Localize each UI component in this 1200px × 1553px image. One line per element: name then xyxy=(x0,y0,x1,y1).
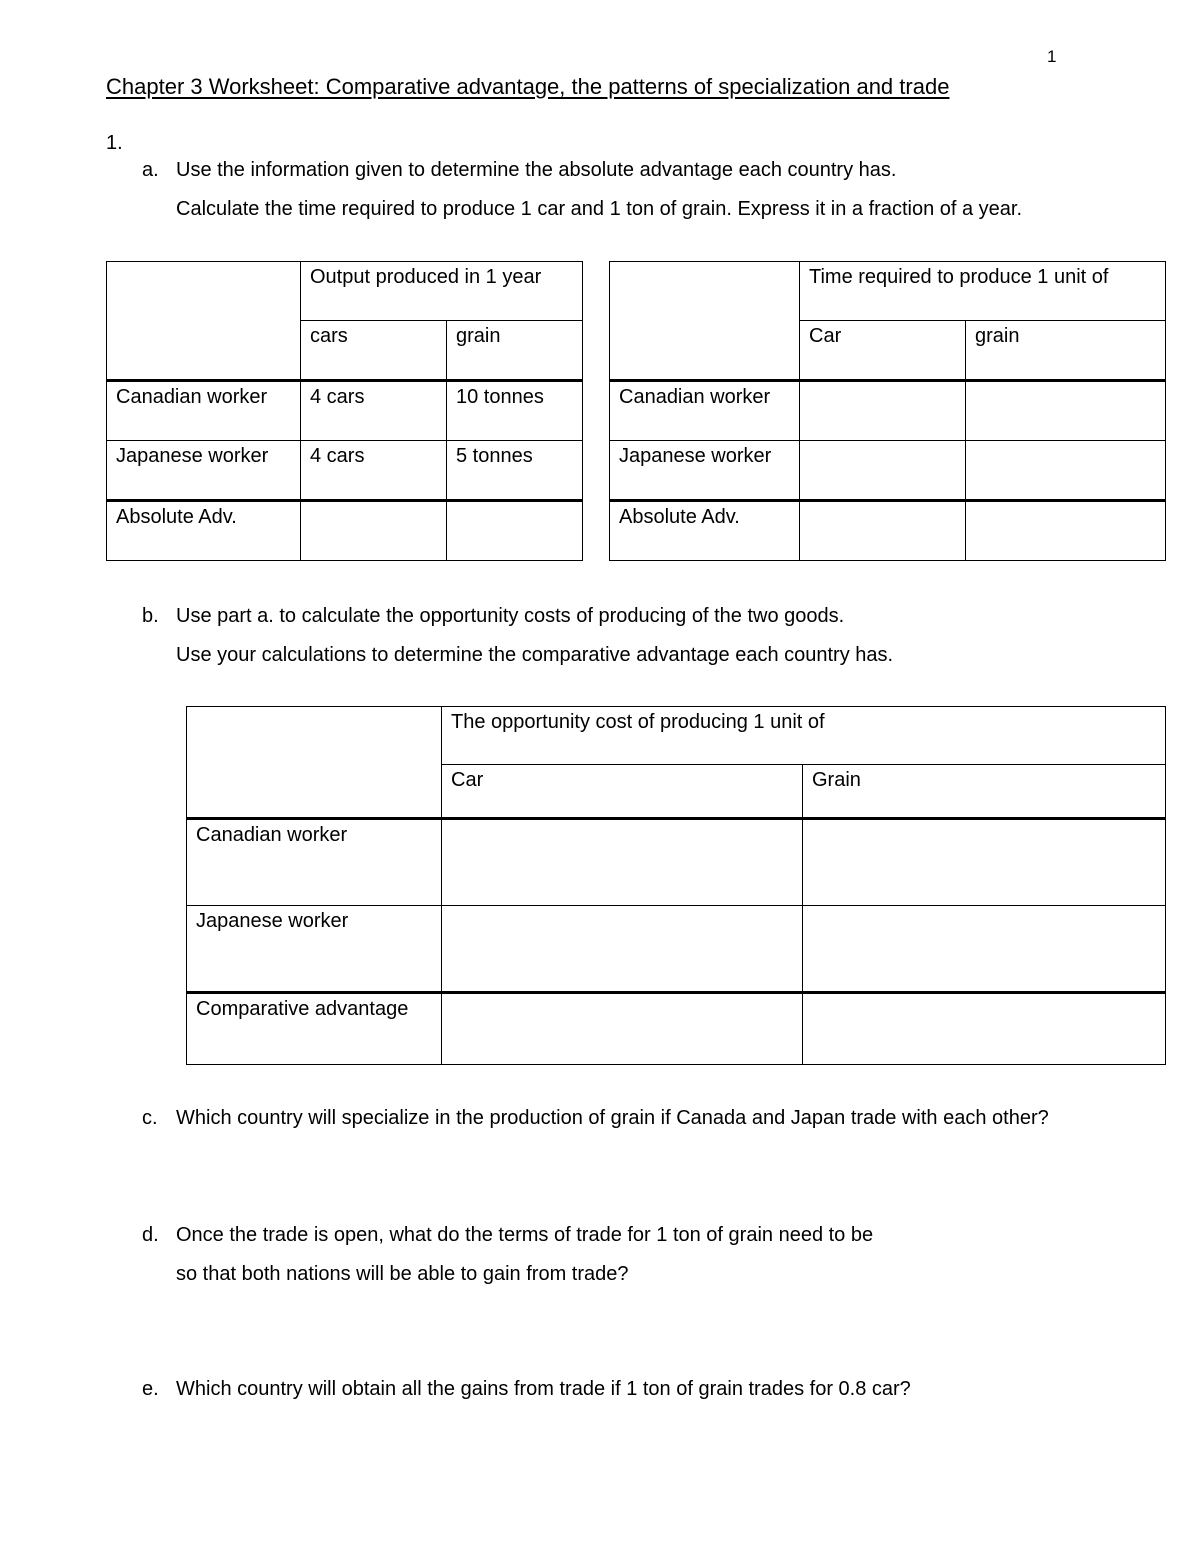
output-table xyxy=(106,261,583,561)
answer-cell xyxy=(803,906,1166,993)
cell-value: 10 tonnes xyxy=(447,381,583,441)
answer-cell xyxy=(442,819,803,906)
part-a-marker: a. xyxy=(142,159,159,181)
answer-cell xyxy=(966,501,1166,561)
answer-cell xyxy=(447,501,583,561)
answer-cell xyxy=(800,381,966,441)
row-label: Japanese worker xyxy=(107,441,301,501)
row-label: Japanese worker xyxy=(187,906,442,993)
part-b-line1: Use part a. to calculate the opportunity costs of producing of the two goods. xyxy=(176,605,845,627)
answer-cell xyxy=(966,381,1166,441)
part-c-marker: c. xyxy=(142,1107,158,1129)
table-row xyxy=(187,993,1166,1065)
output-col-cars: cars xyxy=(301,321,447,381)
answer-cell xyxy=(800,441,966,501)
opportunity-group-header: The opportunity cost of producing 1 unit of xyxy=(442,707,1166,765)
table-row xyxy=(187,906,1166,993)
output-col-grain: grain xyxy=(447,321,583,381)
worksheet-title: Chapter 3 Worksheet: Comparative advantage, the patterns of specialization and trade xyxy=(106,74,950,99)
answer-cell xyxy=(442,993,803,1065)
table-row xyxy=(610,381,1166,441)
table-row xyxy=(187,819,1166,906)
answer-cell xyxy=(301,501,447,561)
answer-cell xyxy=(966,441,1166,501)
time-col-car: Car xyxy=(800,321,966,381)
cell-value: 5 tonnes xyxy=(447,441,583,501)
row-label: Comparative advantage xyxy=(187,993,442,1065)
table-row xyxy=(610,501,1166,561)
row-label: Canadian worker xyxy=(187,819,442,906)
table-row xyxy=(107,381,583,441)
row-label: Absolute Adv. xyxy=(107,501,301,561)
opportunity-table-corner xyxy=(187,707,442,819)
part-e-line1: Which country will obtain all the gains from trade if 1 ton of grain trades for 0.8 car? xyxy=(176,1378,911,1400)
row-label: Japanese worker xyxy=(610,441,800,501)
part-a-line1: Use the information given to determine the absolute advantage each country has. xyxy=(176,159,897,181)
table-row xyxy=(107,501,583,561)
cell-value: 4 cars xyxy=(301,381,447,441)
question-number: 1. xyxy=(106,132,123,154)
opportunity-col-car: Car xyxy=(442,765,803,819)
answer-cell xyxy=(803,819,1166,906)
part-c-line1: Which country will specialize in the production of grain if Canada and Japan trade with each other? xyxy=(176,1107,1049,1129)
answer-cell xyxy=(803,993,1166,1065)
output-group-header: Output produced in 1 year xyxy=(301,262,583,321)
table-row xyxy=(107,441,583,501)
time-table-corner xyxy=(610,262,800,381)
page-number: 1 xyxy=(1047,47,1057,66)
output-table-corner xyxy=(107,262,301,381)
part-d-line2: so that both nations will be able to gain from trade? xyxy=(176,1263,629,1285)
part-b-line2: Use your calculations to determine the comparative advantage each country has. xyxy=(176,644,894,666)
cell-value: 4 cars xyxy=(301,441,447,501)
time-col-grain: grain xyxy=(966,321,1166,381)
opportunity-cost-table xyxy=(186,706,1166,1065)
opportunity-col-grain: Grain xyxy=(803,765,1166,819)
time-group-header: Time required to produce 1 unit of xyxy=(800,262,1166,321)
row-label: Canadian worker xyxy=(107,381,301,441)
time-table xyxy=(609,261,1166,561)
part-a-line2: Calculate the time required to produce 1 car and 1 ton of grain. Express it in a fraction of a year. xyxy=(176,198,1023,220)
row-label: Canadian worker xyxy=(610,381,800,441)
table-row xyxy=(610,441,1166,501)
answer-cell xyxy=(442,906,803,993)
part-d-line1: Once the trade is open, what do the terms of trade for 1 ton of grain need to be xyxy=(176,1224,874,1246)
part-d-marker: d. xyxy=(142,1224,159,1246)
part-e-marker: e. xyxy=(142,1378,159,1400)
part-b-marker: b. xyxy=(142,605,159,627)
row-label: Absolute Adv. xyxy=(610,501,800,561)
answer-cell xyxy=(800,501,966,561)
